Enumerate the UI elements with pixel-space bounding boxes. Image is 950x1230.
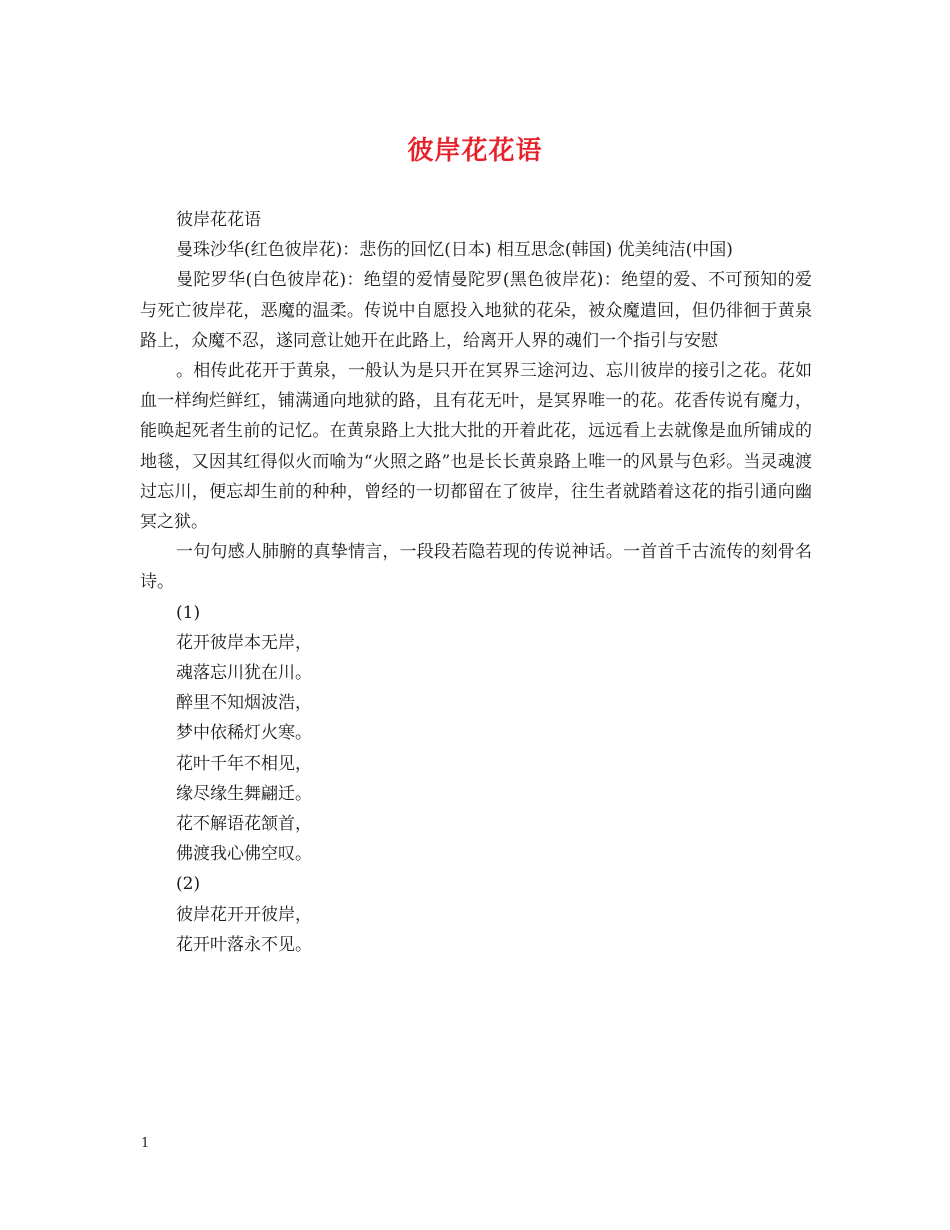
document-title: 彼岸花花语 bbox=[407, 136, 543, 166]
poem-line: 缘尽缘生舞翩迁。 bbox=[176, 783, 312, 804]
poem-line: 花开叶落永不见。 bbox=[176, 934, 312, 955]
poem-line: 彼岸花开开彼岸， bbox=[176, 904, 312, 925]
paragraph: 彼岸花花语 bbox=[176, 210, 261, 230]
poem-heading: (2) bbox=[176, 874, 201, 895]
poem-line: 梦中依稀灯火寒。 bbox=[176, 723, 312, 744]
poem-line: 花开彼岸本无岸， bbox=[176, 632, 312, 653]
poem-line: 魂落忘川犹在川。 bbox=[176, 663, 312, 684]
poem-line: 花叶千年不相见， bbox=[176, 753, 312, 774]
page-number: 1 bbox=[141, 1136, 150, 1151]
paragraph: 曼珠沙华(红色彼岸花)：悲伤的回忆(日本) 相互思念(韩国) 优美纯洁(中国) bbox=[176, 240, 733, 261]
paragraph: 。相传此花开于黄泉，一般认为是只开在冥界三途河边、忘川彼岸的接引之花。花如血一样绚烂鲜红，铺满通向地狱的路，且有花无叶，是冥界唯一的花。花香传说有魔力，能唤起死者生前的记忆。在黄泉路上大批大批的开着此花，远远看上去就像是血所铺成的地毯，又因其红得似火而喻为“火照之路”也是长长黄泉路上唯一的风景与色彩。当灵魂渡过忘川，便忘却生前的种种，曾经的一切都留在了彼岸，往生者就踏着这花的指引通向幽冥之狱。 bbox=[140, 361, 812, 533]
paragraph: 曼陀罗华(白色彼岸花)：绝望的爱情曼陀罗(黑色彼岸花)：绝望的爱、不可预知的爱与死亡彼岸花，恶魔的温柔。传说中自愿投入地狱的花朵，被众魔遣回，但仍徘徊于黄泉路上，众魔不忍，遂同意让她开在此路上，给离开人界的魂们一个指引与安慰 bbox=[140, 270, 812, 351]
document-body bbox=[140, 205, 812, 960]
poem-heading: (1) bbox=[176, 602, 201, 623]
poem-line: 花不解语花颔首， bbox=[176, 814, 312, 835]
poem-line: 佛渡我心佛空叹。 bbox=[176, 844, 312, 865]
paragraph: 一句句感人肺腑的真挚情言，一段段若隐若现的传说神话。一首首千古流传的刻骨名诗。 bbox=[140, 542, 812, 593]
poem-line: 醉里不知烟波浩， bbox=[176, 693, 312, 714]
